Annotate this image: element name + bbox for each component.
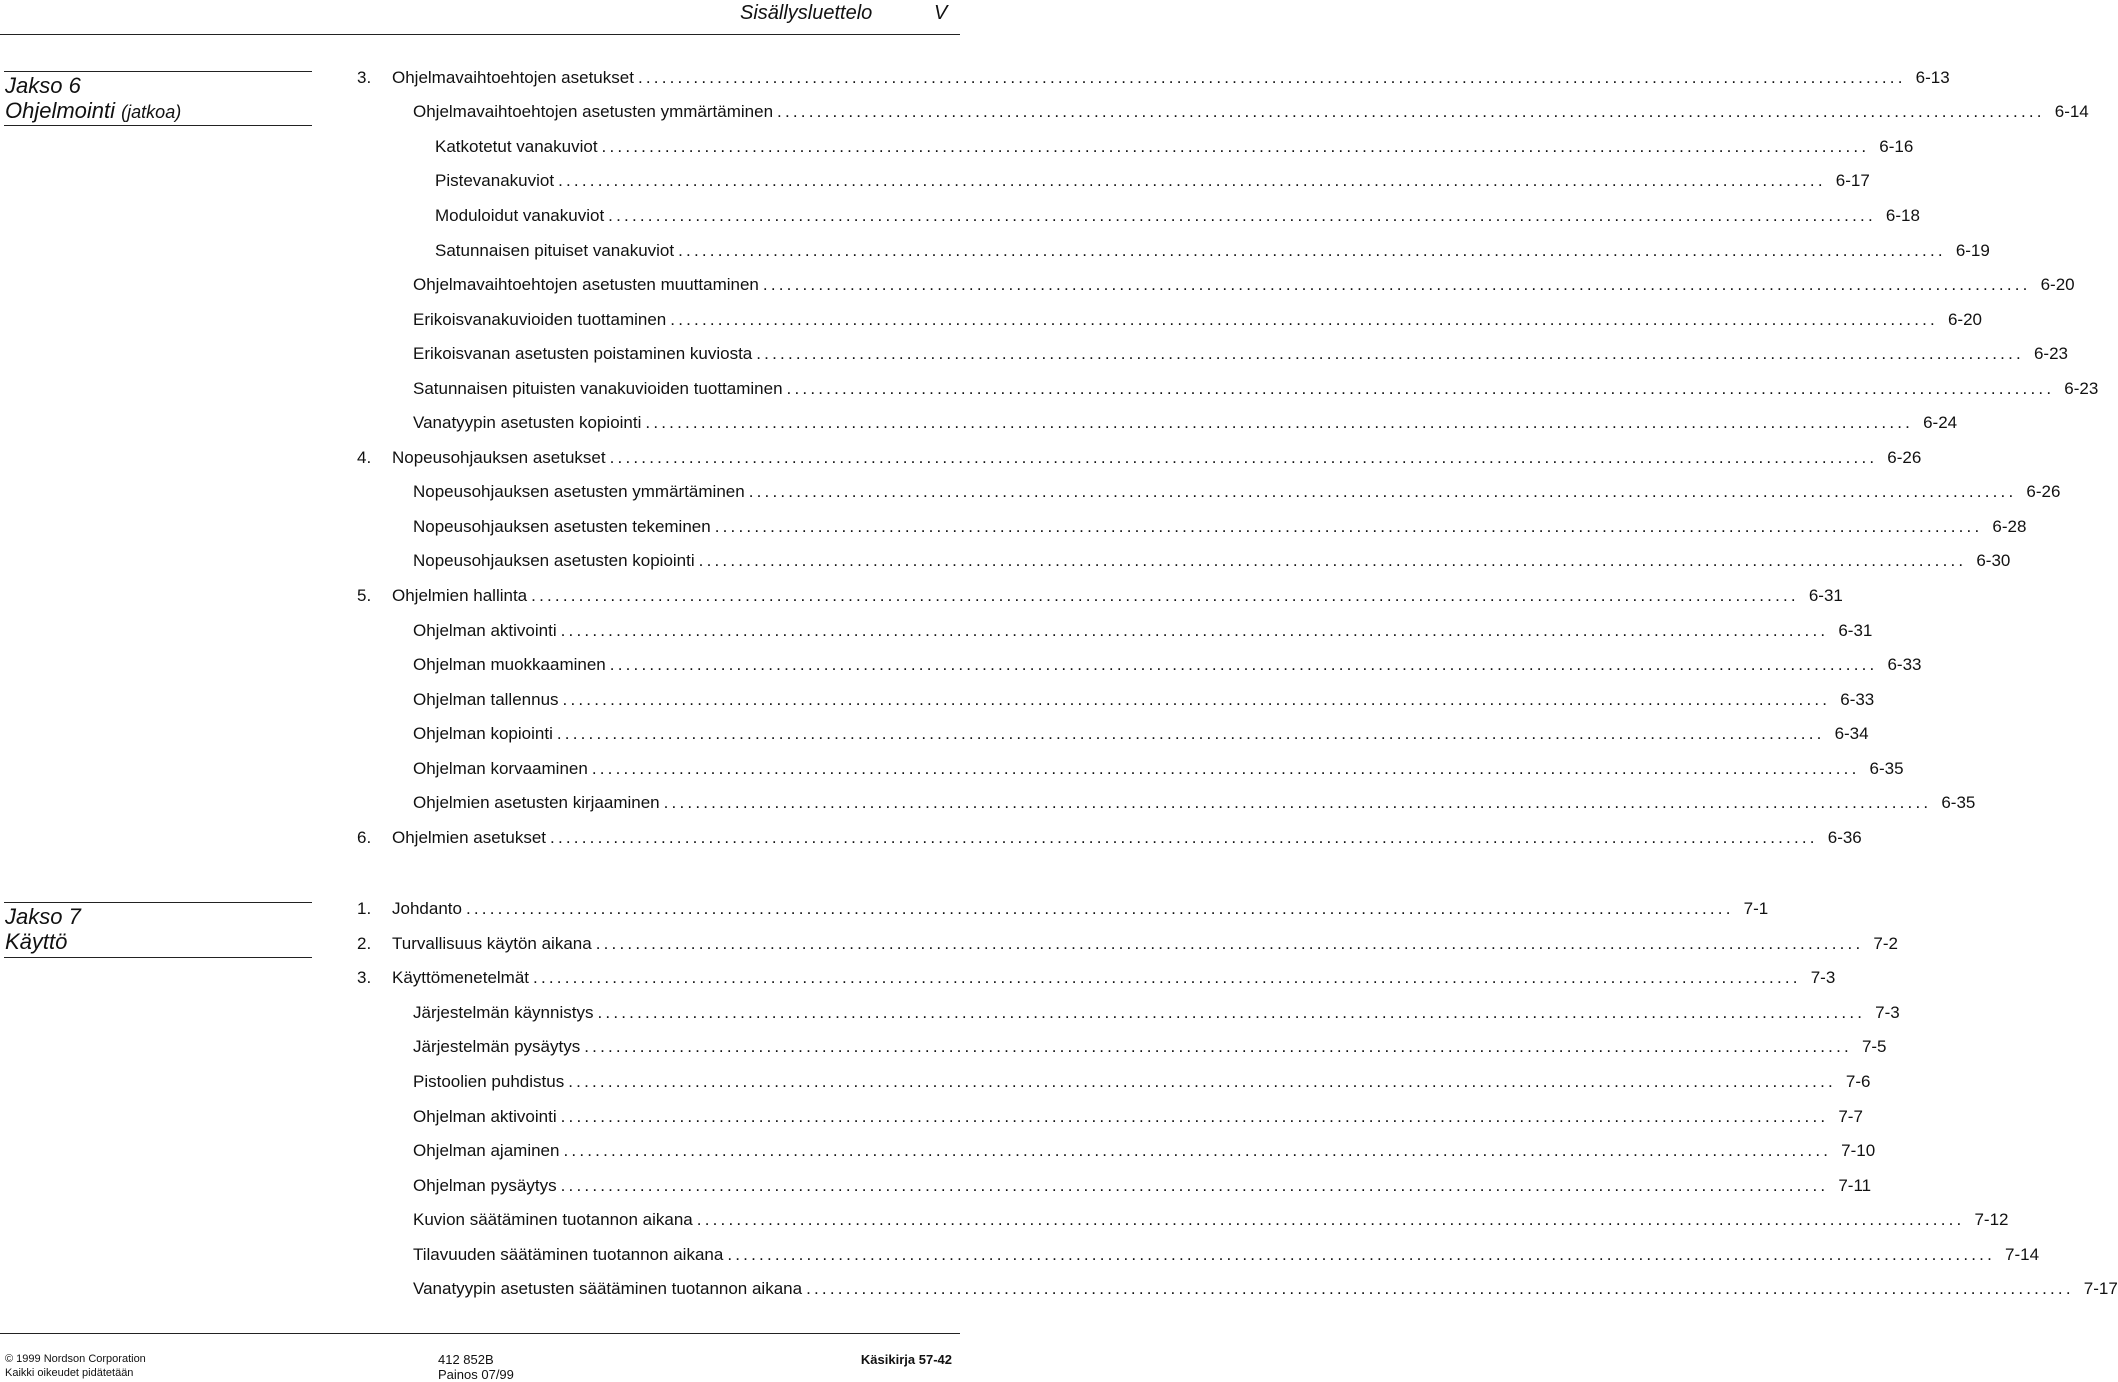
footer-copyright [5,1352,146,1380]
toc-entry[interactable] [413,510,2027,545]
toc-entry-label: Järjestelmän pysäytys [413,1037,581,1057]
toc-dot-leader: ................................................................................................................................................................ [670,309,1938,329]
section-rule-top [4,902,312,903]
toc-dot-leader: ................................................................................................................................................................ [595,933,1864,953]
toc-entry-page: 6-34 [1834,724,1869,744]
toc-entry[interactable] [413,337,2068,372]
toc-entry-label: Ohjelman tallennus [413,689,559,709]
toc-entry-page: 7-2 [1873,933,1898,953]
toc-entry-page: 6-18 [1885,205,1920,225]
section-title [5,904,81,954]
toc-entry-number: 6. [357,827,372,847]
toc-entry-label: Ohjelman aktivointi [413,1106,557,1126]
toc-entry-page: 6-20 [1947,309,1982,329]
toc-entry[interactable] [413,1272,2118,1307]
section-title-line2 [5,98,181,125]
section-rule-top [4,71,312,72]
toc-entry[interactable] [413,406,1958,441]
toc-entry-label: Ohjelmien asetukset [392,827,547,847]
toc-dot-leader: ................................................................................................................................................................ [556,724,1825,744]
section-title-main: Käyttö [5,929,68,954]
toc-dot-leader: ................................................................................................................................................................ [533,968,1801,988]
toc-dot-leader: ................................................................................................................................................................ [663,793,1932,813]
toc-dot-leader: ................................................................................................................................................................ [727,1244,1996,1264]
toc-dot-leader: ................................................................................................................................................................ [609,447,1878,467]
toc-entry-label: Moduloidut vanakuviot [435,205,605,225]
footer-rule [0,1333,960,1334]
toc-dot-leader: ................................................................................................................................................................ [609,655,1878,675]
toc-entry[interactable] [357,927,1898,962]
toc-dot-leader: ................................................................................................................................................................ [786,378,2055,398]
toc-entry[interactable] [435,233,1990,268]
toc-entry-page: 6-31 [1838,620,1873,640]
toc-entry-number: 2. [357,933,372,953]
toc-entry-label: Nopeusohjauksen asetusten ymmärtäminen [413,482,745,502]
toc-entry-page: 6-19 [1955,240,1990,260]
section-title-line2 [5,929,81,954]
toc-entry-page: 7-17 [2083,1279,2118,1299]
toc-entry-label: Ohjelman korvaaminen [413,758,588,778]
toc-entry-page: 7-11 [1838,1175,1872,1195]
document-number: 412 852B [438,1352,494,1367]
footer-manual: Käsikirja 57-42 [860,1352,952,1367]
toc-entry-page: 6-31 [1808,586,1843,605]
toc-entry-page: 6-23 [2033,344,2068,364]
toc-entry-page: 6-35 [1869,758,1904,778]
toc-entry-label: Ohjelmavaihtoehtojen asetukset [392,67,634,87]
toc-entry[interactable] [413,1238,2040,1273]
toc-dot-leader: ................................................................................................................................................................ [756,344,2024,364]
toc-dot-leader: ................................................................................................................................................................ [637,67,1906,87]
toc-entry-page: 6-20 [2040,275,2075,295]
header-rule [0,34,960,35]
toc-dot-leader: ................................................................................................................................................................ [777,102,2045,122]
toc-entry-page: 7-3 [1875,1002,1900,1022]
toc-entry-label: Katkotetut vanakuviot [435,136,598,156]
toc-entry[interactable] [413,475,2061,510]
toc-entry-page: 7-12 [1974,1210,2009,1230]
toc-dot-leader: ................................................................................................................................................................ [550,827,1818,847]
toc-entry[interactable] [413,1168,1872,1203]
toc-entry[interactable] [435,164,1870,199]
toc-entry-number: 1. [357,899,372,919]
toc-entry[interactable] [357,441,1922,476]
toc-dot-leader: ................................................................................................................................................................ [601,136,1870,156]
toc-entry-label: Johdanto [392,899,462,919]
toc-dot-leader: ................................................................................................................................................................ [560,620,1829,640]
toc-entry[interactable] [413,717,1869,752]
toc-entry-page: 6-26 [1887,447,1922,467]
toc-entry[interactable] [413,1030,1887,1065]
toc-entry-page: 6-17 [1835,171,1870,191]
toc-entry[interactable] [413,95,2089,130]
toc-entry-page: 7-6 [1845,1072,1871,1091]
toc-dot-leader: ................................................................................................................................................................ [698,551,1967,571]
toc-entry-number: 4. [357,447,372,467]
section-title [5,73,181,125]
footer-document-info [438,1352,514,1382]
toc-entry-label: Pistevanakuviot [435,171,555,191]
toc-entry-label: Erikoisvanakuvioiden tuottaminen [413,309,667,329]
toc-dot-leader: ................................................................................................................................................................ [714,516,1983,536]
toc-entry-label: Turvallisuus käytön aikana [392,933,592,953]
toc-entry-label: Kuvion säätäminen tuotannon aikana [413,1210,693,1230]
toc-entry-number: 3. [357,968,372,988]
section-rule-bottom [4,125,312,126]
toc-dot-leader: ................................................................................................................................................................ [608,205,1876,225]
toc-entry[interactable] [413,613,1873,648]
page-header-section-letter: V [934,2,948,24]
toc-entry-label: Erikoisvanan asetusten poistaminen kuviosta [413,344,753,364]
toc-dot-leader: ................................................................................................................................................................ [762,275,2031,295]
toc-entry[interactable] [413,996,1900,1031]
toc-entry-label: Nopeusohjauksen asetusten tekeminen [413,516,711,536]
toc-entry-page: 6-26 [2026,482,2061,502]
toc-entry-label: Vanatyypin asetusten säätäminen tuotannon aikana [413,1279,803,1299]
toc-entry-page: 6-35 [1941,793,1976,813]
toc-entry[interactable] [357,961,1836,996]
toc-entry-page: 6-33 [1840,689,1875,709]
toc-dot-leader: ................................................................................................................................................................ [563,1141,1832,1161]
page-header-title: Sisällysluettelo [740,2,873,24]
toc-entry-label: Vanatyypin asetusten kopiointi [413,413,642,433]
toc-entry[interactable] [413,648,1922,683]
toc-entry[interactable] [413,1065,1871,1100]
toc-dot-leader: ................................................................................................................................................................ [645,413,1914,433]
toc-dot-leader: ................................................................................................................................................................ [560,1175,1829,1195]
toc-entry-label: Pistoolien puhdistus [413,1072,565,1091]
copyright-line: © 1999 Nordson Corporation [5,1353,146,1365]
toc-entry-number: 3. [357,67,372,87]
section-title-line1: Jakso 7 [5,904,81,929]
toc-entry-label: Nopeusohjauksen asetusten kopiointi [413,551,695,571]
toc-dot-leader: ................................................................................................................................................................ [531,586,1799,605]
section-title-line1: Jakso 6 [5,73,81,98]
toc-entry-page: 7-14 [2005,1244,2040,1264]
toc-entry-page: 6-28 [1992,516,2027,536]
toc-dot-leader: ................................................................................................................................................................ [678,240,1946,260]
toc-entry[interactable] [413,371,2099,406]
toc-dot-leader: ................................................................................................................................................................ [748,482,2017,502]
toc-entry-page: 6-36 [1827,827,1862,847]
toc-entry[interactable] [357,61,1950,96]
toc-entry[interactable] [413,1134,1876,1169]
toc-dot-leader: ................................................................................................................................................................ [806,1279,2074,1299]
toc-dot-leader: ................................................................................................................................................................ [465,899,1734,919]
toc-dot-leader: ................................................................................................................................................................ [562,689,1831,709]
toc-entry[interactable] [413,1203,2009,1238]
toc-entry[interactable] [435,130,1914,165]
toc-entry-label: Ohjelman kopiointi [413,724,553,744]
toc-dot-leader: ................................................................................................................................................................ [696,1210,1965,1230]
toc-entry-label: Tilavuuden säätäminen tuotannon aikana [413,1244,724,1264]
toc-entry-label: Satunnaisen pituiset vanakuviot [435,240,675,260]
toc-entry[interactable] [413,268,2075,303]
toc-entry-label: Satunnaisen pituisten vanakuvioiden tuottaminen [413,378,783,398]
toc-dot-leader: ................................................................................................................................................................ [558,171,1826,191]
toc-entry-page: 7-3 [1810,968,1836,988]
section-title-sub: (jatkoa) [121,102,182,122]
toc-entry-label: Käyttömenetelmät [392,968,530,988]
toc-entry-label: Ohjelman ajaminen [413,1141,560,1161]
toc-entry[interactable] [413,752,1904,787]
toc-dot-leader: ................................................................................................................................................................ [591,758,1860,778]
toc-entry-page: 7-1 [1743,899,1769,919]
toc-entry-label: Ohjelman pysäytys [413,1175,557,1195]
toc-entry[interactable] [413,682,1875,717]
toc-entry-page: 6-14 [2054,102,2089,122]
toc-entry-label: Ohjelmavaihtoehtojen asetusten ymmärtäminen [413,102,774,122]
toc-dot-leader: ................................................................................................................................................................ [584,1037,1852,1057]
toc-entry[interactable] [435,199,1920,234]
section-title-main: Ohjelmointi [5,98,116,123]
toc-entry[interactable] [357,579,1843,614]
toc-entry-label: Ohjelmien hallinta [392,586,528,605]
toc-entry-page: 6-33 [1887,655,1922,675]
toc-entry-number: 5. [357,586,372,605]
toc-entry-label: Ohjelmavaihtoehtojen asetusten muuttaminen [413,275,759,295]
toc-dot-leader: ................................................................................................................................................................ [568,1072,1836,1091]
toc-entry-label: Ohjelmien asetusten kirjaaminen [413,793,660,813]
toc-entry-page: 6-24 [1923,413,1958,433]
toc-entry-label: Ohjelman aktivointi [413,620,557,640]
toc-entry[interactable] [357,892,1769,927]
toc-dot-leader: ................................................................................................................................................................ [560,1106,1829,1126]
toc-entry-page: 6-13 [1915,67,1950,87]
toc-dot-leader: ................................................................................................................................................................ [597,1002,1866,1022]
toc-entry[interactable] [413,544,2011,579]
toc-entry[interactable] [413,786,1976,821]
toc-entry-label: Nopeusohjauksen asetukset [392,447,606,467]
toc-entry-page: 6-30 [1976,551,2011,571]
toc-entry-page: 7-10 [1841,1141,1876,1161]
toc-entry[interactable] [413,302,1982,337]
toc-entry-page: 6-16 [1879,136,1914,156]
toc-entry[interactable] [357,821,1862,856]
toc-entry-page: 7-7 [1838,1106,1863,1126]
rights-line: Kaikki oikeudet pidätetään [5,1367,134,1379]
toc-entry-label: Järjestelmän käynnistys [413,1002,594,1022]
toc-entry-page: 7-5 [1861,1037,1887,1057]
toc-entry-page: 6-23 [2064,378,2099,398]
toc-entry-label: Ohjelman muokkaaminen [413,655,606,675]
section-rule-bottom [4,957,312,958]
edition: Painos 07/99 [438,1367,514,1382]
toc-entry[interactable] [413,1099,1863,1134]
